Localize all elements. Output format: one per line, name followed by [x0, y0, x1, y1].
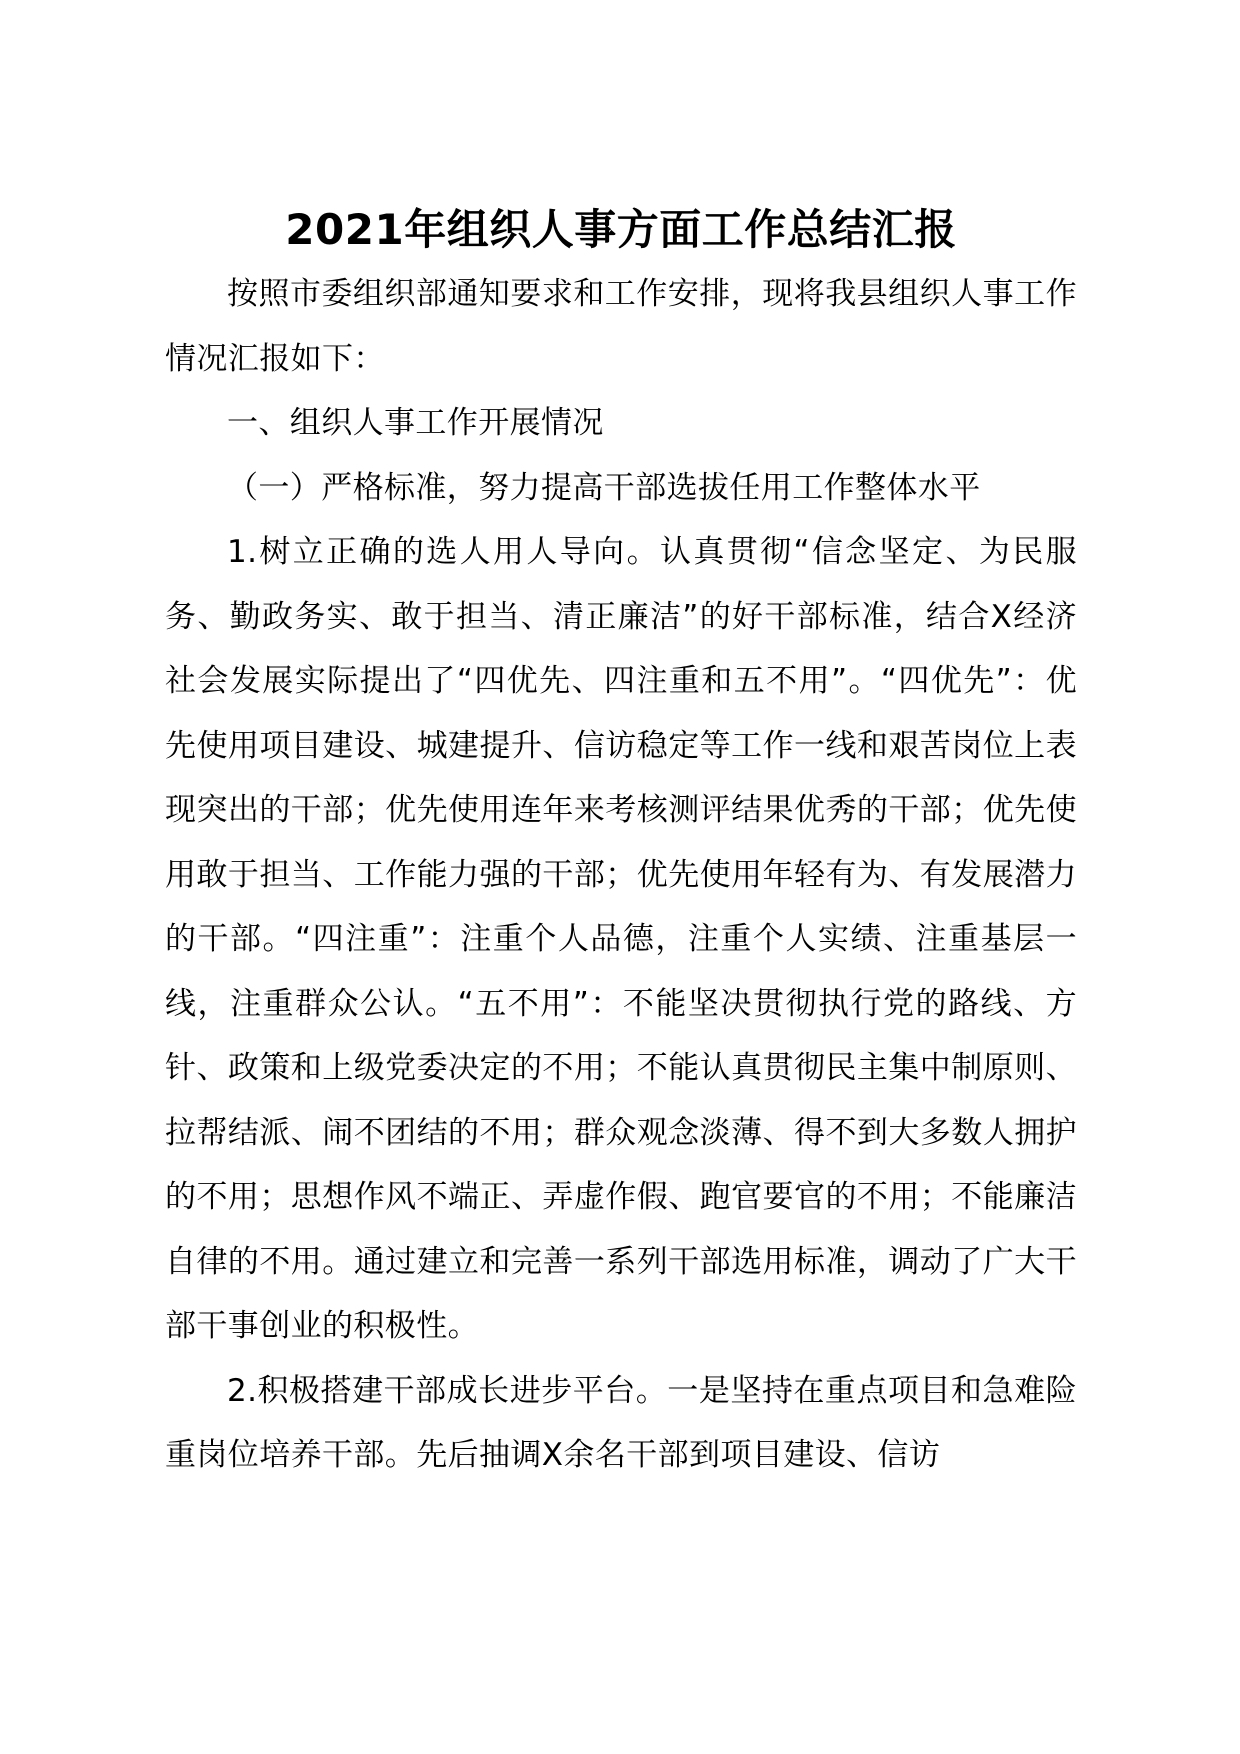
section-heading: 一、组织人事工作开展情况: [227, 405, 604, 441]
body-paragraph-2: 2.积极搭建干部成长进步平台。一是坚持在重点项目和急难险重岗位培养干部。先后抽调X余名干部到项目建设、信访: [165, 1372, 1077, 1473]
document-title: 2021年组织人事方面工作总结汇报: [285, 205, 957, 254]
document-body: [165, 262, 1077, 1488]
subsection-heading: （一）严格标准，努力提高干部选拔任用工作整体水平: [227, 469, 981, 506]
body-paragraph-1: 1.树立正确的选人用人导向。认真贯彻“信念坚定、为民服务、勤政务实、敢于担当、清正廉洁”的好干部标准，结合X经济社会发展实际提出了“四优先、四注重和五不用”。“四优先”：优先使用项目建设、城建提升、信访稳定等工作一线和艰苦岗位上表现突出的干部；优先使用连年来考核测评结果优秀的干部；优先使用敢于担当、工作能力强的干部；优先使用年轻有为、有发展潜力的干部。“四注重”：注重个人品德，注重个人实绩、注重基层一线，注重群众公认。“五不用”：不能坚决贯彻执行党的路线、方针、政策和上级党委决定的不用；不能认真贯彻民主集中制原则、拉帮结派、闹不团结的不用；群众观念淡薄、得不到大多数人拥护的不用；思想作风不端正、弄虚作假、跑官要官的不用；不能廉洁自律的不用。通过建立和完善一系列干部选用标准，调动了广大干部干事创业的积极性。: [165, 534, 1077, 1344]
intro-paragraph: 按照市委组织部通知要求和工作安排，现将我县组织人事工作情况汇报如下：: [165, 276, 1077, 377]
